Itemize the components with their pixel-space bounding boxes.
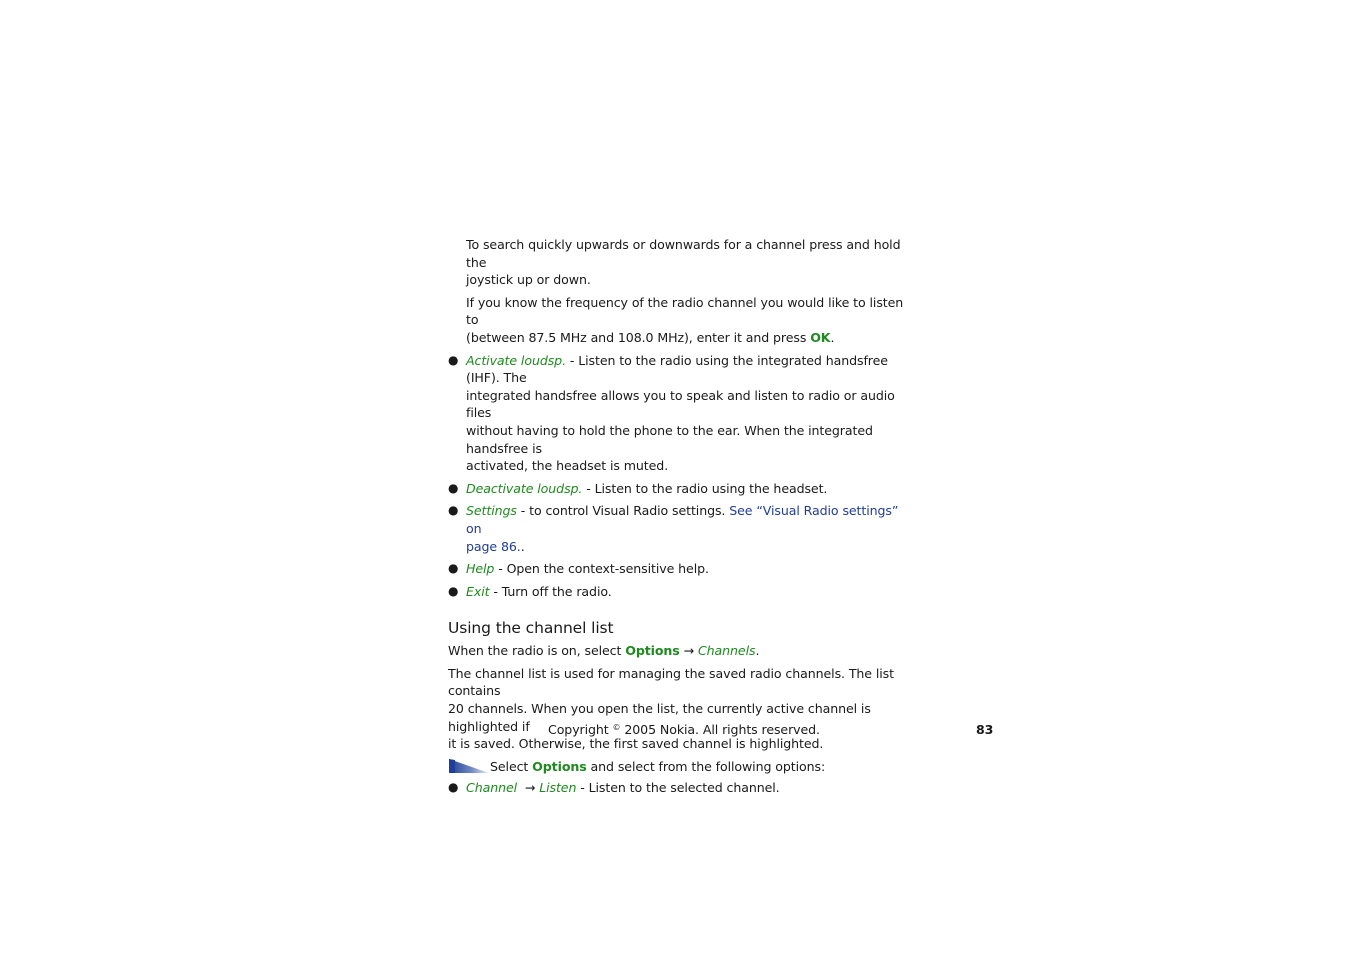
menu-term-listen: Listen xyxy=(539,780,577,796)
arrow-glyph: → xyxy=(517,780,540,796)
visual-radio-settings-link-page[interactable]: page 86. xyxy=(466,538,521,554)
intro-p2-end: . xyxy=(830,329,835,345)
item-desc: activated, the headset is muted. xyxy=(466,458,669,474)
menu-term-help: Help xyxy=(466,561,495,577)
item-desc: - Open the context-sensitive help. xyxy=(494,561,709,577)
note-text: Select xyxy=(490,758,533,774)
options-menu-label: Options xyxy=(625,643,680,659)
page-content xyxy=(448,236,908,802)
intro-p2-line2 xyxy=(466,329,908,347)
bullet-dot-icon: ● xyxy=(448,503,459,518)
options-note xyxy=(448,758,908,776)
select-end: . xyxy=(755,643,760,659)
copyright-post: 2005 Nokia. All rights reserved. xyxy=(620,722,820,737)
bullet-dot-icon: ● xyxy=(448,780,459,795)
list-item-exit xyxy=(448,583,908,601)
description-line: The channel list is used for managing the saved radio channels. The list contains xyxy=(448,665,894,699)
options-menu-label: Options xyxy=(532,758,587,774)
note-triangle-icon xyxy=(449,758,489,774)
intro-paragraph-2 xyxy=(448,294,908,347)
copyright-notice xyxy=(548,722,820,737)
channels-menu-label: Channels xyxy=(697,643,756,659)
list-item-deactivate-loudsp xyxy=(448,480,908,498)
bullet-dot-icon: ● xyxy=(448,583,459,598)
intro-p1-line2: joystick up or down. xyxy=(466,272,591,288)
list-item-activate-loudsp xyxy=(448,352,908,475)
intro-p1-line1: To search quickly upwards or downwards for a channel press and hold the xyxy=(466,237,901,270)
arrow-glyph: → xyxy=(679,643,698,659)
section-heading: Using the channel list xyxy=(448,619,614,638)
intro-p2-text: (between 87.5 MHz and 108.0 MHz), enter it and press xyxy=(466,329,811,345)
item-desc: - Listen to the radio using the integrated handsfree (IHF). The xyxy=(466,352,888,386)
page-number: 83 xyxy=(976,722,994,737)
item-desc: - to control Visual Radio settings. xyxy=(516,503,730,519)
menu-term-channel: Channel xyxy=(466,780,518,796)
item-desc: - Turn off the radio. xyxy=(489,583,612,599)
item-desc: - Listen to the selected channel. xyxy=(576,780,780,796)
bullet-dot-icon: ● xyxy=(448,352,459,367)
intro-paragraph-1 xyxy=(448,236,908,289)
item-desc: integrated handsfree allows you to speak and listen to radio or audio files xyxy=(466,387,895,421)
bullet-dot-icon: ● xyxy=(448,561,459,576)
ok-key-label: OK xyxy=(810,329,831,345)
item-desc: - Listen to the radio using the headset. xyxy=(582,480,828,496)
channel-list-description xyxy=(448,665,908,753)
description-line: 20 channels. When you open the list, the currently active channel is highlighted if xyxy=(448,701,871,734)
intro-p2-line1: If you know the frequency of the radio channel you would like to listen to xyxy=(466,294,904,328)
list-item-settings xyxy=(448,502,908,555)
item-desc: without having to hold the phone to the ear. When the integrated handsfree is xyxy=(466,422,873,456)
bullet-dot-icon: ● xyxy=(448,480,459,495)
copyright-pre: Copyright xyxy=(548,722,613,737)
select-text: When the radio is on, select xyxy=(448,643,626,659)
menu-term-deactivate-loudsp: Deactivate loudsp. xyxy=(466,480,583,496)
select-instruction xyxy=(448,642,908,660)
copyright-symbol: © xyxy=(612,723,621,732)
visual-radio-settings-link[interactable]: See “Visual Radio settings” on xyxy=(466,503,899,536)
list-item-channel-listen xyxy=(448,779,908,797)
menu-term-settings: Settings xyxy=(466,503,517,519)
menu-term-exit: Exit xyxy=(466,583,490,599)
menu-term-activate-loudsp: Activate loudsp. xyxy=(466,352,566,368)
note-text: and select from the following options: xyxy=(586,758,826,774)
item-desc-end: . xyxy=(520,538,525,554)
list-item-help xyxy=(448,560,908,578)
description-line: it is saved. Otherwise, the first saved channel is highlighted. xyxy=(448,736,824,752)
